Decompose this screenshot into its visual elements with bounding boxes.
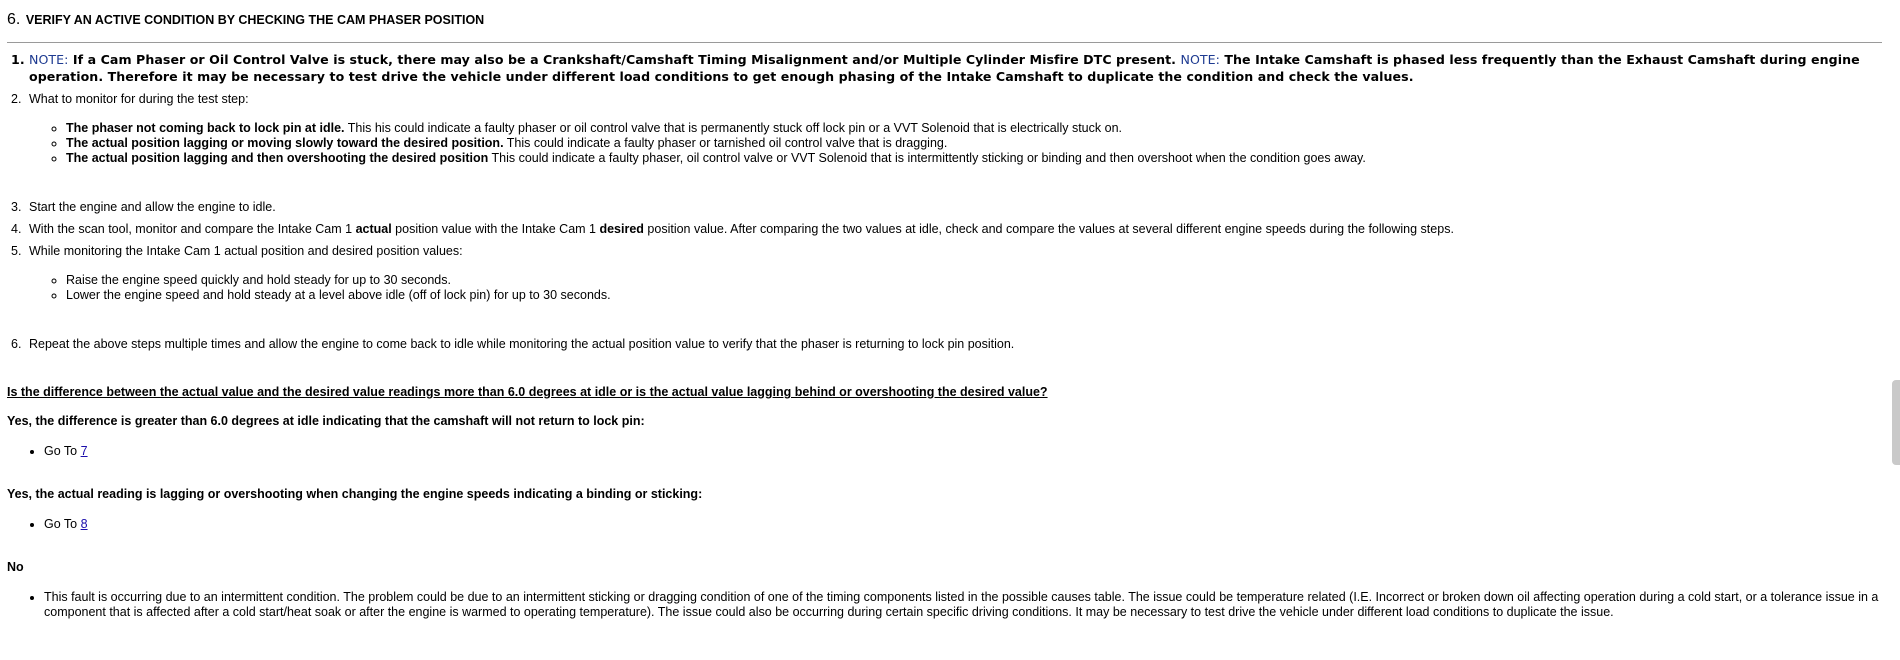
step-4: 4. With the scan tool, monitor and compare the Intake Cam 1 actual position value with the Intake Cam 1 desired position value. After comparing the two values at idle, check and compare the values at several different engine speeds during the following steps. [11, 222, 1454, 236]
step-1 [7, 51, 1882, 85]
step-6 [7, 337, 1882, 352]
goto-item: • Go To 8 [44, 517, 1882, 532]
note-label: NOTE: [1180, 52, 1220, 67]
scrollbar-thumb[interactable] [1892, 380, 1900, 465]
step-number: 6. [7, 11, 21, 28]
decision-question: Is the difference between the actual value and the desired value readings more than 6.0 degrees at idle or is the actual value lagging behind or overshooting the desired value? [7, 385, 1048, 399]
list-item: ◦ Lower the engine speed and hold steady at a level above idle (off of lock pin) for up to 30 seconds. [66, 288, 1882, 303]
goto-step-8-link[interactable]: 8 [80, 517, 88, 531]
note-text: The Intake Camshaft is phased less frequently than the Exhaust Camshaft during engine operation. Therefore it may be necessary to test drive the vehicle under different load conditions to get enough phasing of the Intake Camshaft to duplicate the condition and check the values. [29, 52, 1860, 84]
procedure-steps [7, 51, 1882, 352]
list-item: ◦ The phaser not coming back to lock pin at idle. This his could indicate a faulty phaser or oil control valve that is permanently stuck off lock pin or a VVT Solenoid that is electrically stuck on. [66, 121, 1882, 136]
goto-list [7, 444, 1882, 459]
step-2-text: What to monitor for during the test step: [29, 92, 249, 106]
list-item: ◦ The actual position lagging and then overshooting the desired position This could indicate a faulty phaser, oil control valve or VVT Solenoid that is intermittently sticking or binding and then overshoot when the condition goes away. [66, 151, 1882, 166]
document-page [7, 12, 1882, 620]
answer-yes-binding: Yes, the actual reading is lagging or overshooting when changing the engine speeds indicating a binding or sticking: [7, 487, 703, 501]
step-title-text: VERIFY AN ACTIVE CONDITION BY CHECKING THE CAM PHASER POSITION [25, 13, 485, 27]
list-item: ◦ Raise the engine speed quickly and hold steady for up to 30 seconds. [66, 273, 1882, 288]
step-1-number: 1. [11, 52, 25, 67]
monitor-list [29, 121, 1882, 166]
step-5 [7, 244, 1882, 303]
step-3 [7, 200, 1882, 215]
step-2-number: 2. [11, 92, 22, 106]
step-title [7, 12, 1882, 32]
title-divider [7, 42, 1882, 43]
step-5-text: While monitoring the Intake Cam 1 actual position and desired position values: [29, 244, 463, 258]
list-item: ◦ The actual position lagging or moving slowly toward the desired position. This could indicate a faulty phaser or tarnished oil control valve that is dragging. [66, 136, 1882, 151]
goto-list [7, 517, 1882, 532]
answer-no: No [7, 560, 24, 574]
step-2 [7, 92, 1882, 166]
note-label: NOTE: [29, 52, 69, 67]
list-item: • This fault is occurring due to an intermittent condition. The problem could be due to an intermittent sticking or dragging condition of one of the timing components listed in the possible causes table. The issue could be temperature related (I.E. Incorrect or broken down oil affecting operation during a cold start, or a tolerance issue in a component that is affected after a cold start/heat soak or after the engine is warmed to operating temperature). The issue could also be occurring during certain specific driving conditions. It may be necessary to test drive the vehicle under different load conditions to duplicate the issue. [44, 590, 1882, 620]
goto-step-7-link[interactable]: 7 [80, 444, 88, 458]
step-6-text: Repeat the above steps multiple times and allow the engine to come back to idle while monitoring the actual position value to verify that the phaser is returning to lock pin position. [29, 337, 1015, 351]
no-result-list [7, 590, 1882, 620]
step-5-number: 5. [11, 244, 22, 258]
step-4-number: 4. [11, 222, 22, 236]
note-text: If a Cam Phaser or Oil Control Valve is stuck, there may also be a Crankshaft/Camshaft Timing Misalignment and/or Multiple Cylinder Misfire DTC present. [68, 52, 1181, 67]
goto-item: • Go To 7 [44, 444, 1882, 459]
step-6-number: 6. [11, 337, 22, 351]
step-3-number: 3. [11, 200, 22, 214]
engine-speed-list [29, 273, 1882, 303]
answer-yes-lock-pin: Yes, the difference is greater than 6.0 degrees at idle indicating that the camshaft will not return to lock pin: [7, 414, 645, 428]
step-3-text: Start the engine and allow the engine to idle. [29, 200, 276, 214]
